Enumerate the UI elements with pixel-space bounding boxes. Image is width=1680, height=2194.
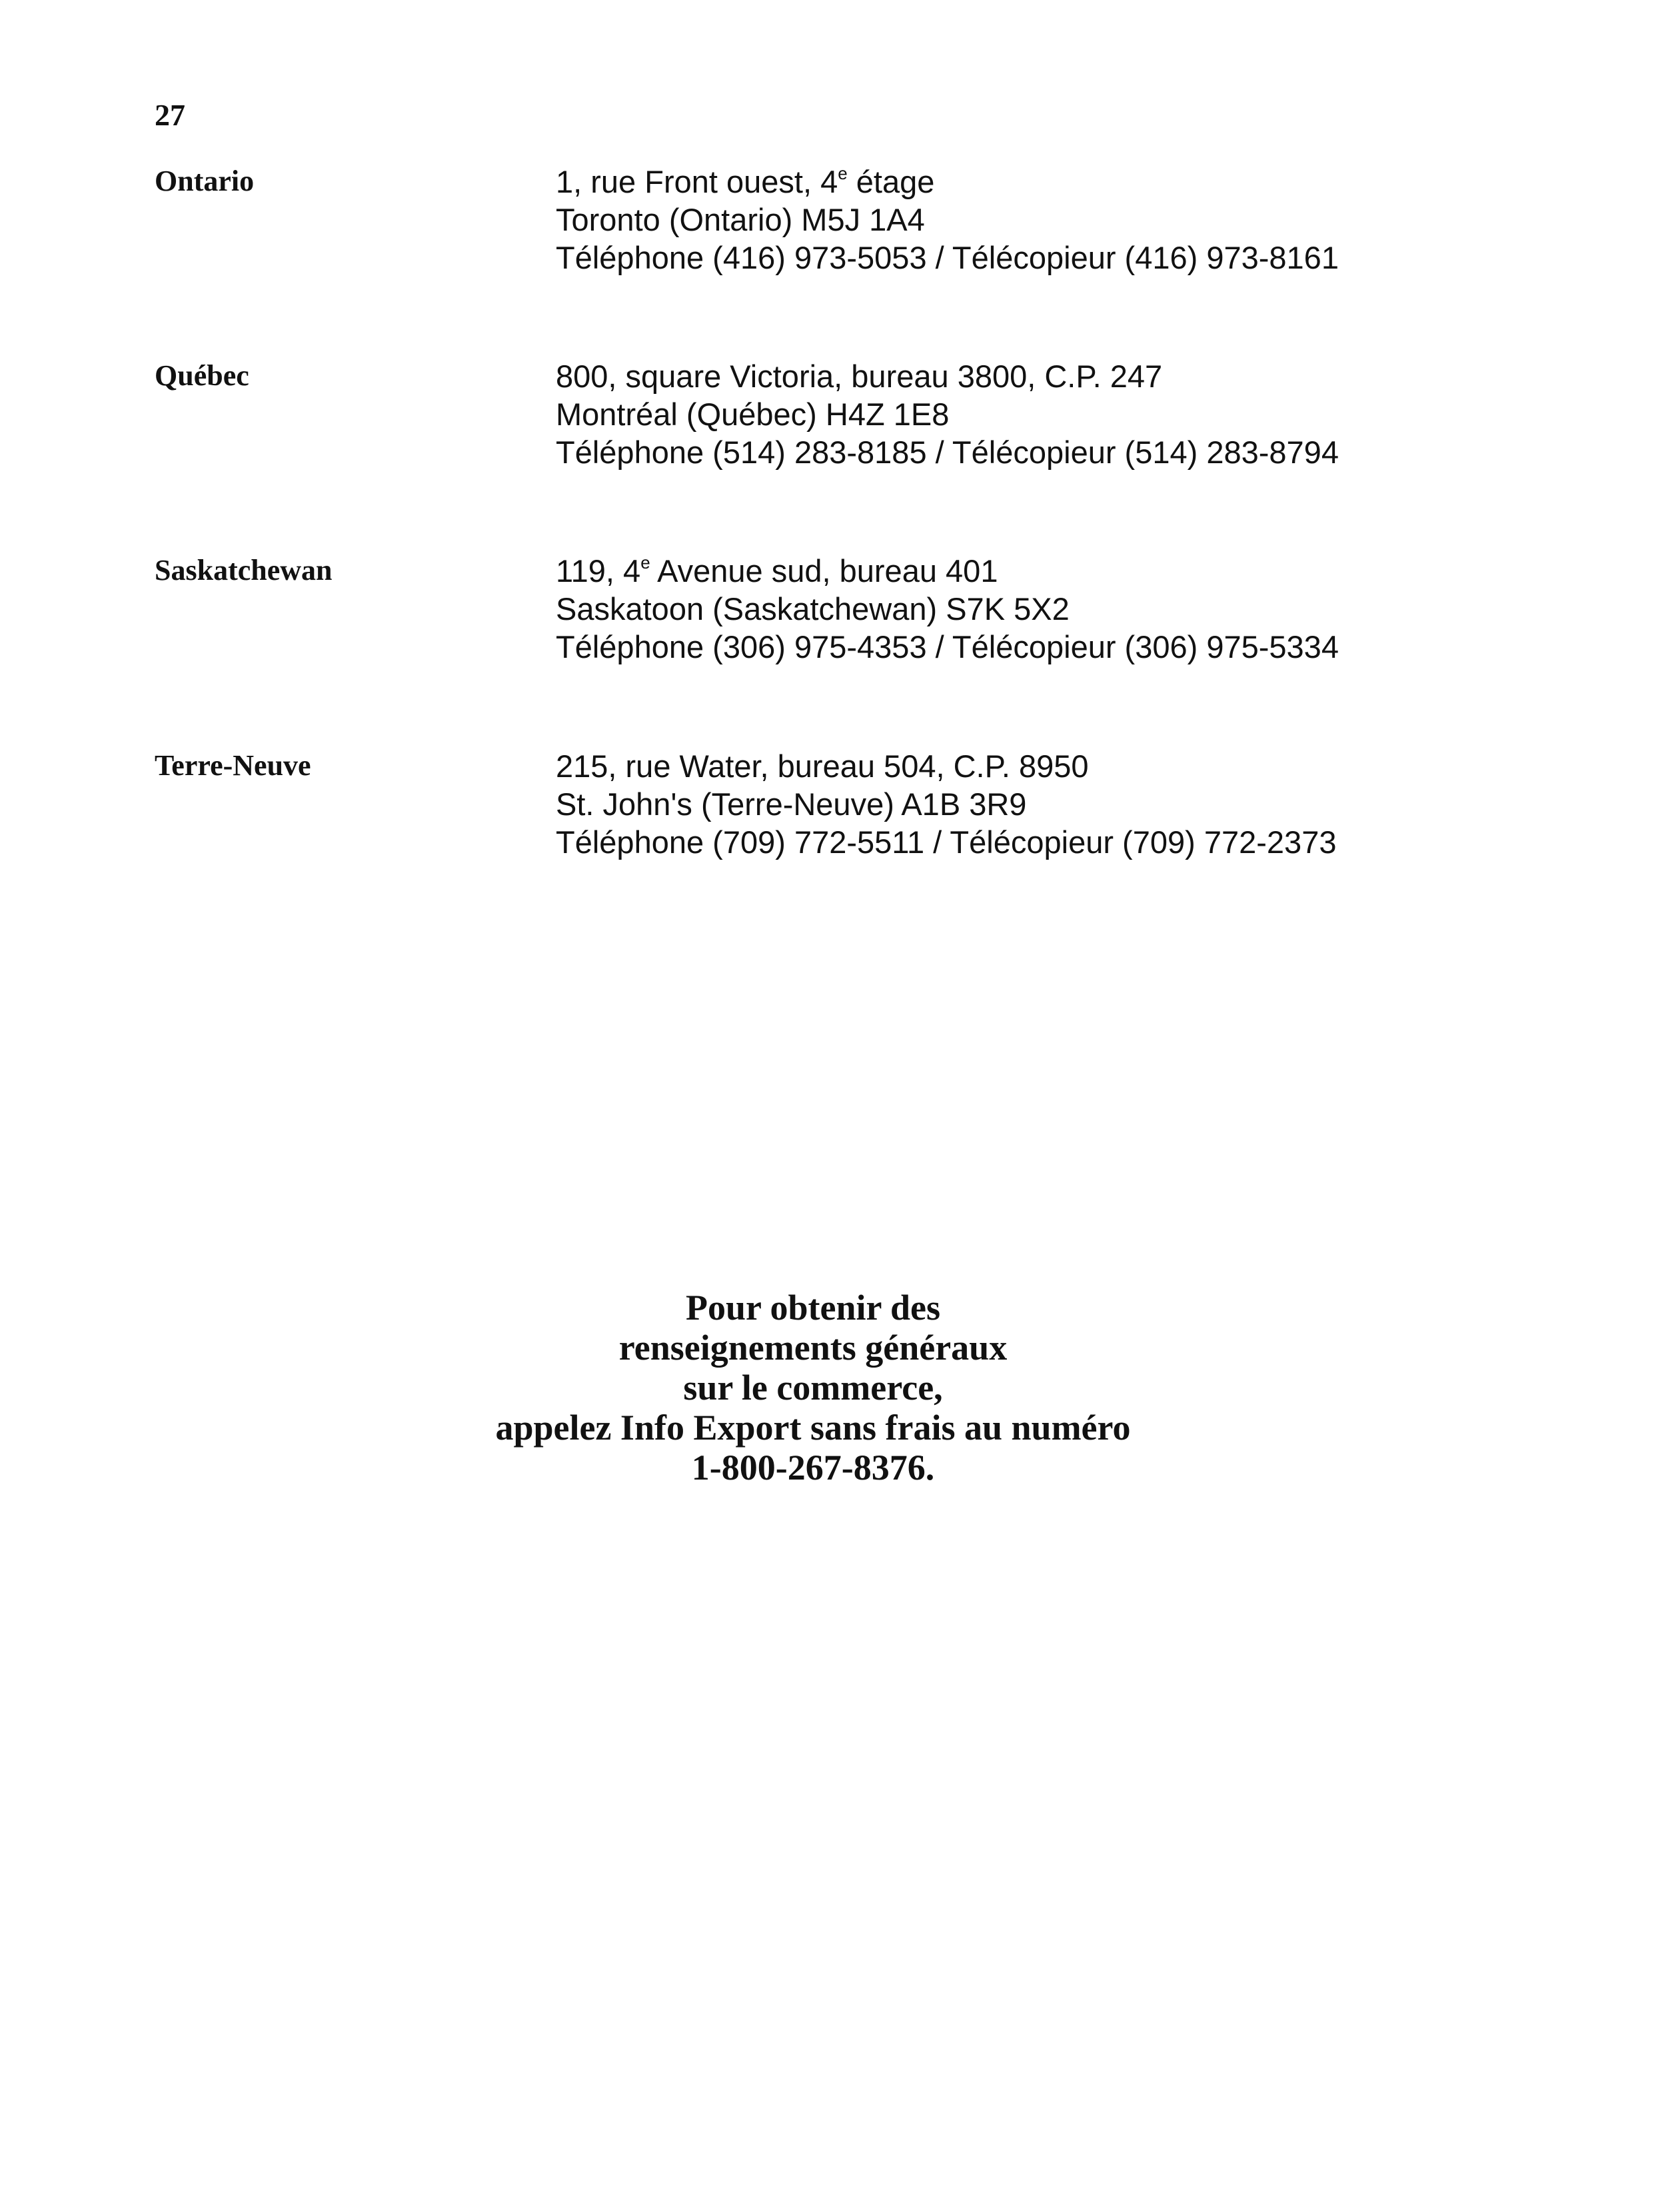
phone-fax-line: Téléphone (416) 973-5053 / Télécopieur (416) 973-8161 — [556, 240, 1339, 275]
address-line-2: Saskatoon (Saskatchewan) S7K 5X2 — [556, 591, 1070, 626]
page-number: 27 — [155, 98, 185, 132]
office-terre-neuve — [0, 747, 1680, 880]
address-line-2: Montréal (Québec) H4Z 1E8 — [556, 397, 950, 432]
ordinal-superscript: e — [640, 552, 650, 572]
phone-fax-line: Téléphone (709) 772-5511 / Télécopieur (709) 772-2373 — [556, 824, 1337, 860]
info-export-notice — [373, 1288, 1253, 1488]
address-line-1-text: 215, rue Water, bureau 504, C.P. 8950 — [556, 748, 1089, 784]
office-address — [556, 552, 1339, 666]
info-phone-number: 1-800-267-8376. — [691, 1448, 935, 1488]
region-name: Québec — [155, 359, 249, 392]
address-line-1 — [556, 357, 1339, 395]
info-line: appelez Info Export sans frais au numéro — [495, 1408, 1131, 1448]
address-line-1-text: 800, square Victoria, bureau 3800, C.P. 247 — [556, 359, 1163, 394]
info-line: Pour obtenir des — [685, 1288, 941, 1328]
region-name: Saskatchewan — [155, 554, 333, 586]
office-address — [556, 357, 1339, 471]
address-line-1-text: 119, 4 — [556, 553, 641, 588]
address-line-1 — [556, 163, 1339, 201]
info-line: renseignements généraux — [618, 1328, 1008, 1368]
region-name: Terre-Neuve — [155, 749, 311, 782]
office-saskatchewan — [0, 552, 1680, 685]
address-line-1-text-end: étage — [847, 164, 935, 199]
address-line-1-text-end: Avenue sud, bureau 401 — [650, 553, 998, 588]
address-line-1-text: 1, rue Front ouest, 4 — [556, 164, 838, 199]
address-line-1 — [556, 747, 1336, 785]
office-ontario — [0, 163, 1680, 296]
ordinal-superscript: e — [838, 163, 848, 183]
address-line-2: Toronto (Ontario) M5J 1A4 — [556, 202, 925, 237]
info-line: sur le commerce, — [683, 1368, 943, 1408]
office-quebec — [0, 357, 1680, 491]
region-name: Ontario — [155, 165, 255, 197]
address-line-2: St. John's (Terre-Neuve) A1B 3R9 — [556, 786, 1027, 822]
office-address — [556, 163, 1339, 277]
address-line-1 — [556, 552, 1339, 590]
office-address — [556, 747, 1336, 861]
phone-fax-line: Téléphone (306) 975-4353 / Télécopieur (306) 975-5334 — [556, 629, 1339, 664]
phone-fax-line: Téléphone (514) 283-8185 / Télécopieur (514) 283-8794 — [556, 435, 1339, 470]
